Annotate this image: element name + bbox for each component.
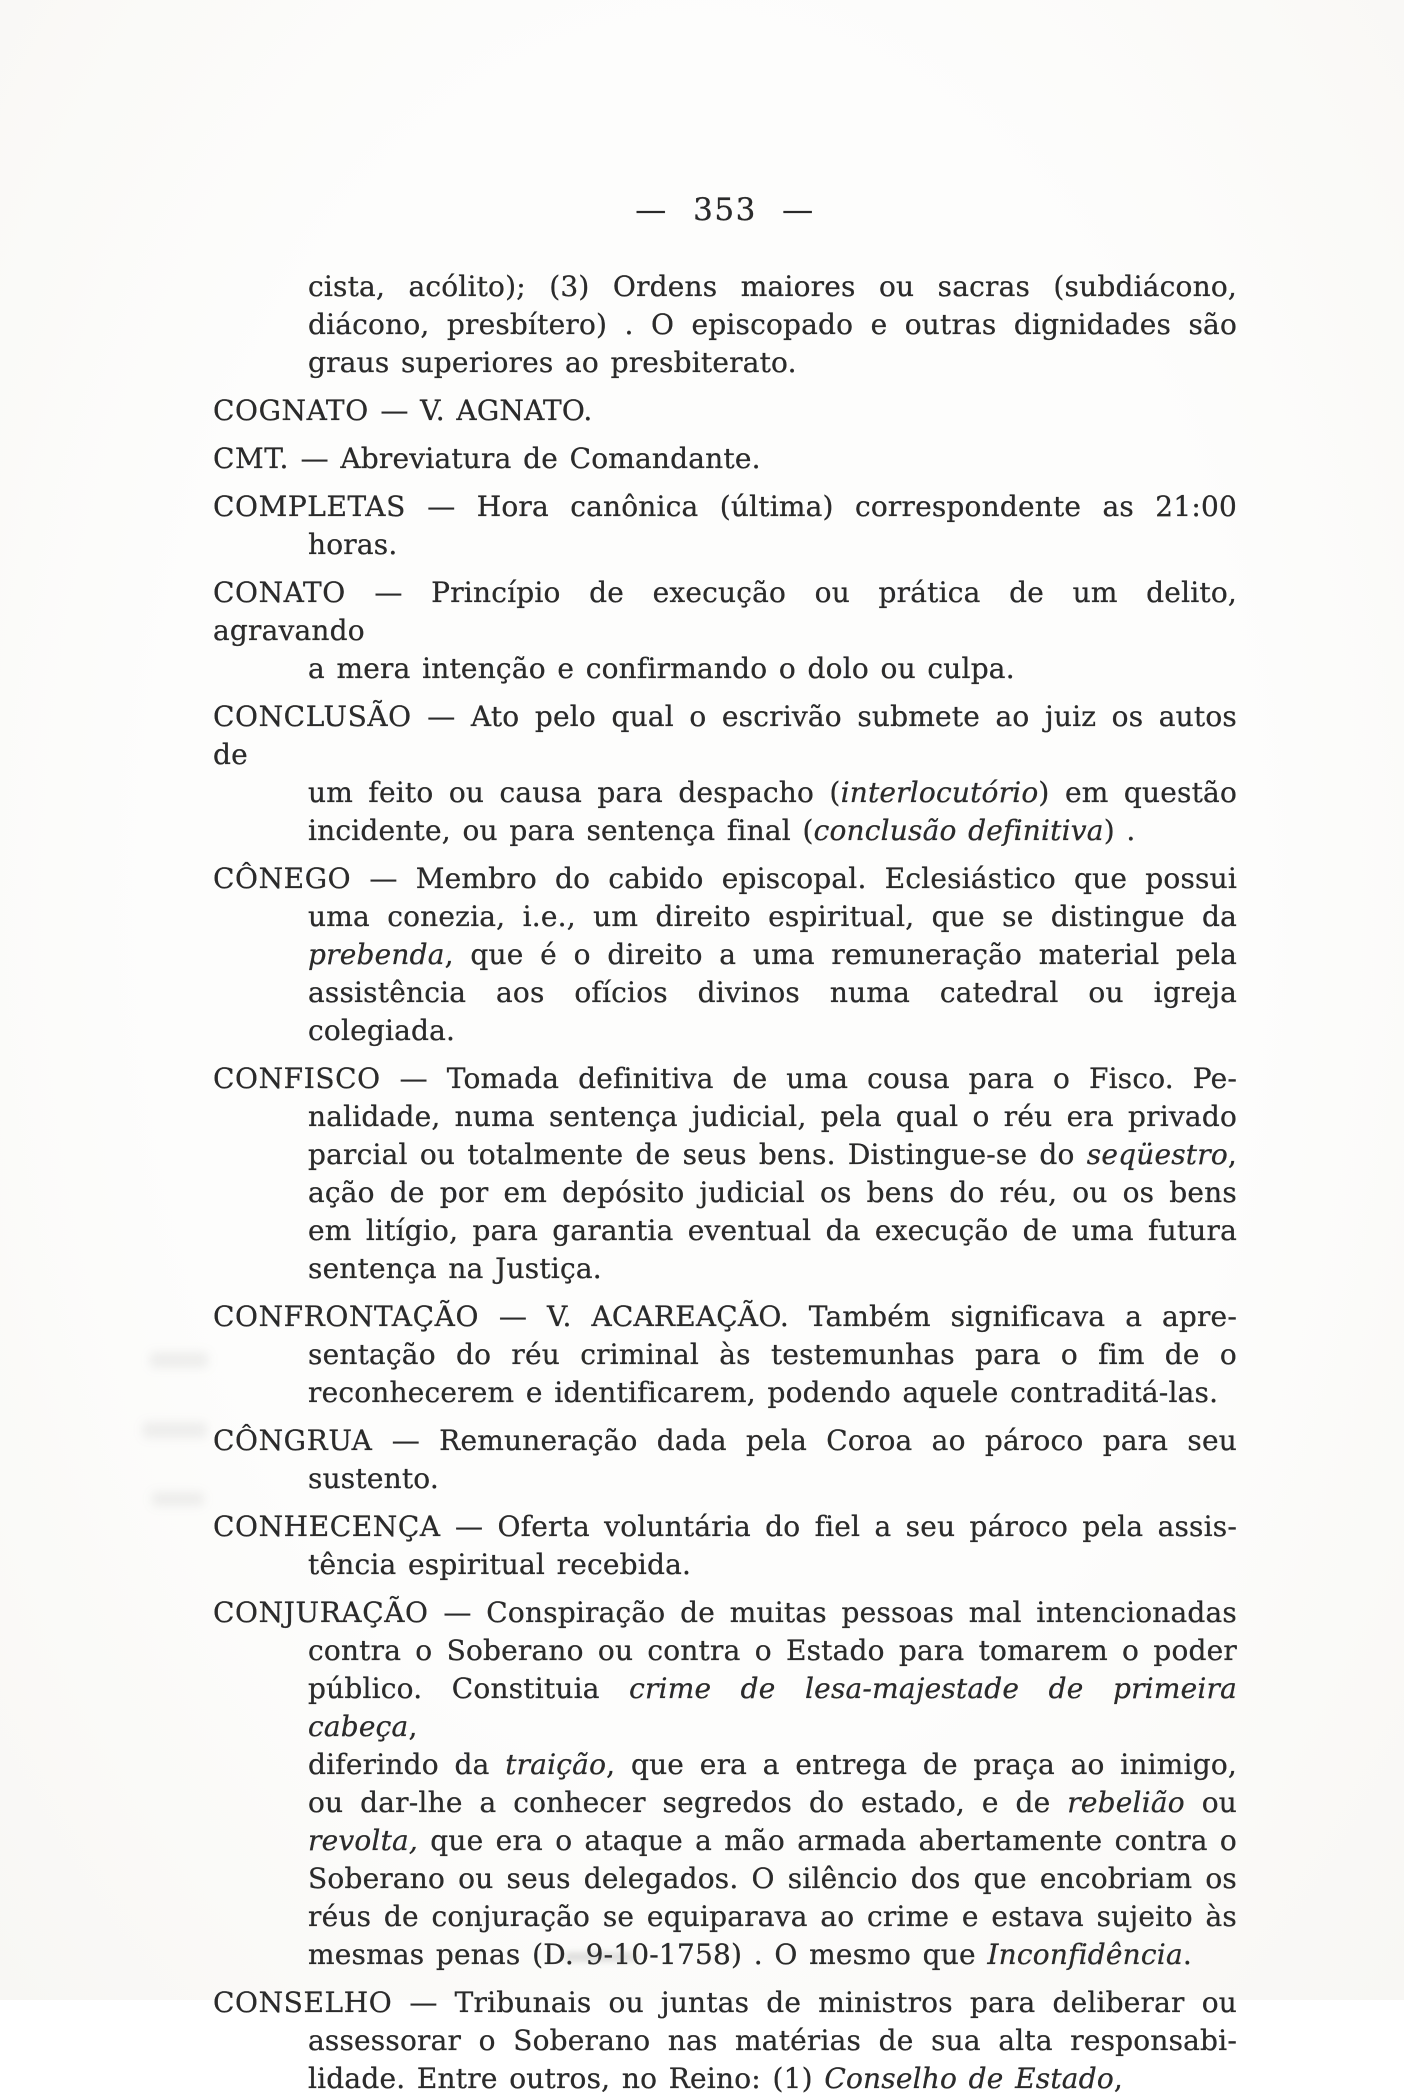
glossary-entry [213,392,1237,430]
entry-line [308,936,1237,974]
text-segment: , que era a entrega de praça ao inimigo, [606,1748,1237,1781]
entry-line [308,898,1237,936]
italic-text: conclusão definitiva [813,814,1104,847]
entry-line [308,650,1237,688]
entry-line [308,1670,1237,1746]
entry-line [308,1898,1237,1936]
text-segment: assistência aos ofícios divinos numa catedral ou igreja colegiada. [308,976,1237,1047]
italic-text: seqüestro [1086,1138,1228,1171]
glossary-entry [213,268,1237,382]
entry-line [308,1784,1237,1822]
entry-term: CONJURAÇÃO [213,1596,429,1629]
text-segment: reconhecerem e identificarem, podendo aquele contraditá-las. [308,1376,1219,1409]
entry-term: CONFRONTAÇÃO [213,1300,480,1333]
text-segment: Soberano ou seus delegados. O silêncio dos que encobriam os [308,1862,1237,1895]
text-segment: lidade. Entre outros, no Reino: (1) [308,2062,825,2095]
text-segment: público. Constituia [308,1672,630,1705]
glossary-entry [213,440,1237,478]
text-segment: tência espiritual recebida. [308,1548,692,1581]
text-segment: — Membro do cabido episcopal. Eclesiástico que possui [351,862,1237,895]
text-segment: um feito ou causa para despacho ( [308,776,841,809]
entry-line [213,392,1237,430]
entry-line [213,574,1237,650]
text-segment: ou [1184,1786,1237,1819]
text-segment: — Ato pelo qual o escrivão submete ao juiz os autos de [213,700,1237,771]
glossary-entry [213,574,1237,688]
italic-text: Inconfidência [987,1938,1183,1971]
text-segment: parcial ou totalmente de seus bens. Distingue-se do [308,1138,1087,1171]
scan-artifact [150,1352,208,1368]
entry-term: CONHECENÇA [213,1510,441,1543]
text-segment: — Tomada definitiva de uma cousa para o Fisco. Pe- [380,1062,1237,1095]
text-segment: , que é o direito a uma remuneração material pela [444,938,1237,971]
entry-term: CONSELHO [213,1986,393,2019]
entry-line [308,974,1237,1050]
entry-line [308,1632,1237,1670]
text-segment: horas. [308,528,398,561]
text-segment: — Abreviatura de Comandante. [288,442,761,475]
glossary-entry [213,1984,1237,2098]
entry-term: CÔNGRUA [213,1424,373,1457]
glossary-entry [213,860,1237,1050]
glossary-entry [213,1298,1237,1412]
text-segment: em litígio, para garantia eventual da execução de uma futura [308,1214,1237,1247]
entry-line [213,1984,1237,2022]
text-segment: contra o Soberano ou contra o Estado para tomarem o poder [308,1634,1237,1667]
text-segment: uma conezia, i.e., um direito espiritual, que se distingue da [308,900,1237,933]
entry-line [308,526,1237,564]
entry-line [213,1298,1237,1336]
entry-line [308,1860,1237,1898]
text-segment: sustento. [308,1462,439,1495]
italic-text: interlocutório [840,776,1039,809]
italic-text: traição [505,1748,607,1781]
text-segment: ou dar-lhe a conhecer segredos do estado, e de [308,1786,1068,1819]
italic-text: crime de lesa-majestade de primeira cabeça [308,1672,1237,1743]
text-segment: sentação do réu criminal às testemunhas para o fim de o [308,1338,1237,1371]
entry-line [213,1594,1237,1632]
glossary-entry [213,1508,1237,1584]
entry-term: COGNATO [213,394,369,427]
text-segment: nalidade, numa sentença judicial, pela qual o réu era privado [308,1100,1237,1133]
entry-line [213,1060,1237,1098]
italic-text: prebenda [308,938,445,971]
scan-artifact [152,1492,204,1506]
entry-term: CONATO [213,576,346,609]
text-segment: — Tribunais ou juntas de ministros para deliberar ou [392,1986,1237,2019]
text-segment: — Princípio de execução ou prática de um delito, agravando [213,576,1237,647]
entry-line [308,1546,1237,1584]
italic-text: revolta, [308,1824,419,1857]
glossary-entries [213,268,1237,2098]
text-segment: réus de conjuração se equiparava ao crime e estava sujeito às [308,1900,1237,1933]
entry-line [213,698,1237,774]
text-segment: — Conspiração de muitas pessoas mal intencionadas [428,1596,1237,1629]
entry-line [308,1136,1237,1174]
entry-line [213,860,1237,898]
entry-line [213,488,1237,526]
italic-text: Conselho de Estado [824,2062,1114,2095]
italic-text: rebelião [1067,1786,1185,1819]
text-segment: graus superiores ao presbiterato. [308,346,797,379]
glossary-entry [213,1422,1237,1498]
entry-line [308,1746,1237,1784]
text-segment: , [1113,2062,1123,2095]
text-segment: , [1227,1138,1237,1171]
entry-line [213,1422,1237,1460]
entry-line [308,812,1237,850]
entry-term: CONFISCO [213,1062,381,1095]
text-segment: diácono, presbítero) . O episcopado e outras dignidades são [308,308,1237,341]
entry-line [213,1508,1237,1546]
glossary-entry [213,1060,1237,1288]
entry-line [308,1460,1237,1498]
entry-line [308,1336,1237,1374]
entry-line [308,1174,1237,1212]
entry-line [308,2060,1237,2098]
entry-line [308,774,1237,812]
text-segment: — Hora canônica (última) correspondente as 21:00 [405,490,1237,523]
page-number: — 353 — [635,192,815,228]
entry-line [308,268,1237,306]
glossary-entry [213,698,1237,850]
entry-line [308,1374,1237,1412]
text-segment: a mera intenção e confirmando o dolo ou culpa. [308,652,1015,685]
entry-term: COMPLETAS [213,490,406,523]
text-segment: que era o ataque a mão armada abertamente contra o [418,1824,1237,1857]
entry-term: CONCLUSÃO [213,700,412,733]
entry-line [308,1212,1237,1250]
text-segment: sentença na Justiça. [308,1252,602,1285]
text-segment: ) em questão [1038,776,1237,809]
entry-line [308,1098,1237,1136]
entry-line [308,1822,1237,1860]
entry-line [308,1250,1237,1288]
entry-line [308,1936,1237,1974]
text-segment: , [408,1710,418,1743]
text-segment: . [1182,1938,1192,1971]
text-segment: incidente, ou para sentença final ( [308,814,814,847]
entry-line [308,344,1237,382]
text-segment: — Oferta voluntária do fiel a seu pároco pela assis- [440,1510,1237,1543]
text-segment: mesmas penas (D. 9-10-1758) . O mesmo que [308,1938,988,1971]
text-segment: diferindo da [308,1748,506,1781]
text-segment: ação de por em depósito judicial os bens do réu, ou os bens [308,1176,1237,1209]
entry-line [308,2022,1237,2060]
entry-term: CÔNEGO [213,862,352,895]
scan-artifact [143,1422,207,1438]
text-segment: cista, acólito); (3) Ordens maiores ou sacras (subdiácono, [308,270,1237,303]
glossary-entry [213,488,1237,564]
entry-line [213,440,1237,478]
entry-term: CMT. [213,442,289,475]
text-segment: — V. ACAREAÇÃO. Também significava a apre- [479,1300,1237,1333]
text-segment: — V. AGNATO. [368,394,593,427]
glossary-entry [213,1594,1237,1974]
scan-artifact [565,1952,637,1962]
entry-line [308,306,1237,344]
text-segment: ) . [1103,814,1136,847]
text-segment: — Remuneração dada pela Coroa ao pároco para seu [372,1424,1237,1457]
text-segment: assessorar o Soberano nas matérias de sua alta responsabi- [308,2024,1237,2057]
